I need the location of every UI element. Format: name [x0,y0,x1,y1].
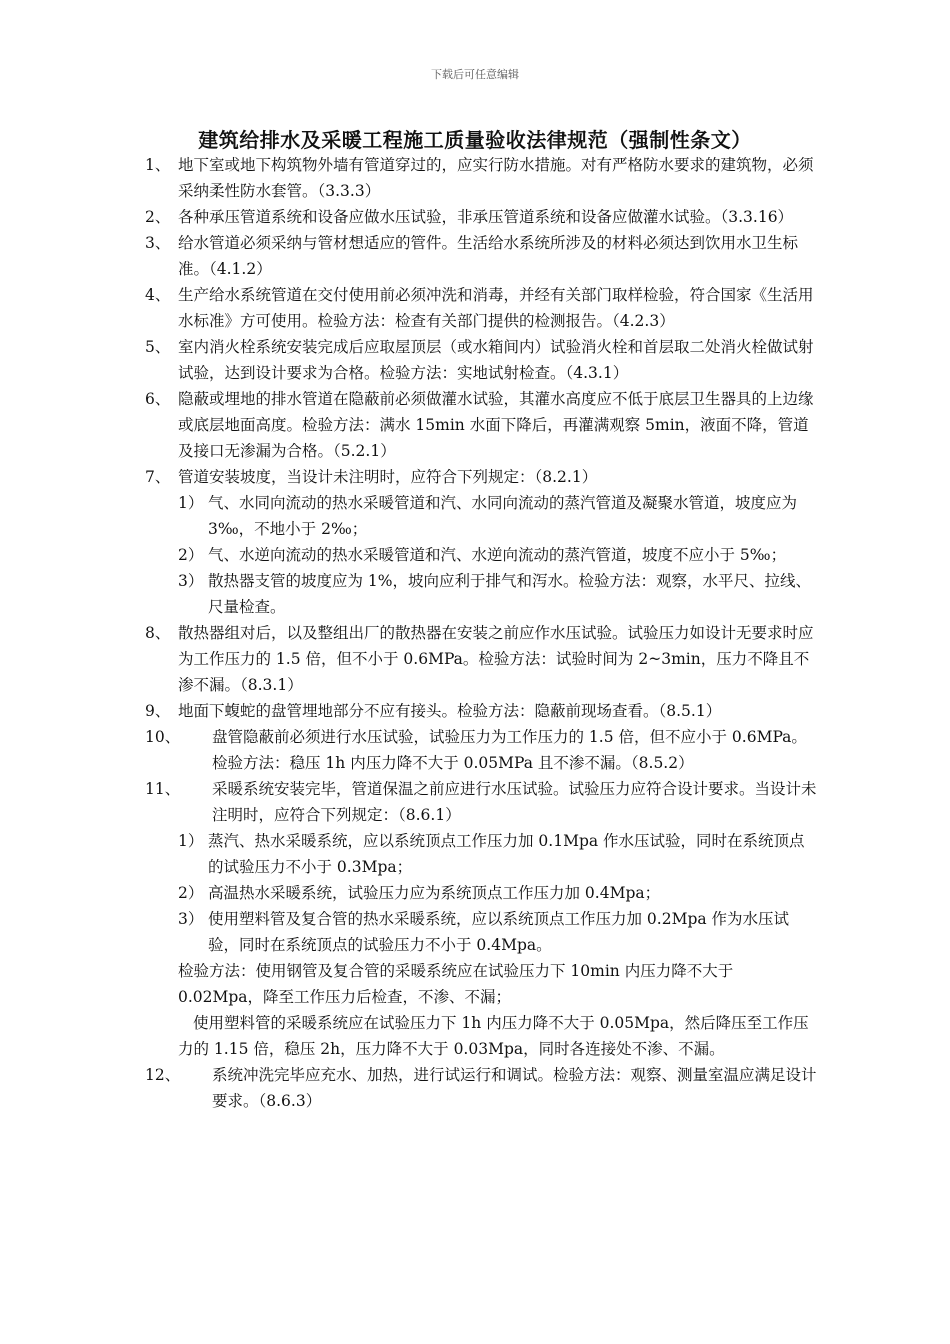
sub-item-text: 高温热水采暖系统，试验压力应为系统顶点工作压力加 0.4Mpa； [208,884,661,902]
document-body [145,152,817,1114]
sub-item [145,906,817,958]
sub-item-text: 使用塑料管及复合管的热水采暖系统，应以系统顶点工作压力加 0.2Mpa 作为水压试验，同时在系统顶点的试验压力不小于 0.4Mpa。 [208,910,790,954]
list-item [145,230,817,282]
item-number: 10、 [145,728,181,746]
item-text: 室内消火栓系统安装完成后应取屋顶层（或水箱间内）试验消火栓和首层取二处消火栓做试射试验，达到设计要求为合格。检验方法：实地试射检查。（4.3.1） [178,338,814,382]
item-text: 生产给水系统管道在交付使用前必须冲洗和消毒，并经有关部门取样检验，符合国家《生活用水标准》方可使用。检验方法：检查有关部门提供的检测报告。（4.2.3） [178,286,814,330]
list-item [145,282,817,334]
item-text: 各种承压管道系统和设备应做水压试验，非承压管道系统和设备应做灌水试验。（3.3.16） [178,208,794,226]
item-text: 地面下蝮蛇的盘管埋地部分不应有接头。检验方法：隐蔽前现场查看。（8.5.1） [178,702,722,720]
item-text: 盘管隐蔽前必须进行水压试验，试验压力为工作压力的 1.5 倍，但不应小于 0.6MPa。检验方法：稳压 1h 内压力降不大于 0.05MPa 且不渗不漏。（8.5.2） [212,728,807,772]
sub-item [145,568,817,620]
item-number: 11、 [145,780,181,798]
item-number: 12、 [145,1066,181,1084]
list-item [145,334,817,386]
item-text: 散热器组对后，以及整组出厂的散热器在安装之前应作水压试验。试验压力如设计无要求时应为工作压力的 1.5 倍，但不小于 0.6MPa。检验方法：试验时间为 2~3min，压力不降且不渗不漏。（8.3.1） [178,624,814,694]
list-item [145,724,817,776]
list-item [145,464,817,490]
item-text: 给水管道必须采纳与管材想适应的管件。生活给水系统所涉及的材料必须达到饮用水卫生标准。（4.1.2） [178,234,799,278]
sub-item [145,828,817,880]
sub-item [145,490,817,542]
inspection-method-steel: 检验方法：使用钢管及复合管的采暖系统应在试验压力下 10min 内压力降不大于 0.02Mpa，降至工作压力后检查，不渗、不漏； [178,962,734,1006]
item-number: 6、 [145,390,171,408]
item-number: 7、 [145,468,171,486]
sub-item-number: 3） [178,572,204,590]
item-number: 8、 [145,624,171,642]
sub-item-text: 气、水同向流动的热水采暖管道和汽、水同向流动的蒸汽管道及凝聚水管道，坡度应为 3‰，不地小于 2‰； [208,494,798,538]
item-number: 9、 [145,702,171,720]
document-title: 建筑给排水及采暖工程施工质量验收法律规范（强制性条文） [198,128,752,152]
list-item [145,1062,817,1114]
inspection-method-plastic: 使用塑料管的采暖系统应在试验压力下 1h 内压力降不大于 0.05Mpa，然后降压至工作压力的 1.15 倍，稳压 2h，压力降不大于 0.03Mpa，同时各连接处不渗、不漏。 [178,1014,809,1058]
item-number: 3、 [145,234,171,252]
sub-item-number: 2） [178,884,204,902]
list-item [145,620,817,698]
list-item [145,204,817,230]
sub-item-number: 3） [178,910,204,928]
list-item [145,776,817,828]
sub-item-number: 1） [178,832,204,850]
item-number: 1、 [145,156,171,174]
sub-item-number: 1） [178,494,204,512]
item-number: 4、 [145,286,171,304]
item-text: 隐蔽或埋地的排水管道在隐蔽前必须做灌水试验，其灌水高度应不低于底层卫生器具的上边缘或底层地面高度。检验方法：满水 15min 水面下降后，再灌满观察 5min，液面不降，管道及接口无渗漏为合格。（5.2.1） [178,390,814,460]
item-text: 系统冲洗完毕应充水、加热，进行试运行和调试。检验方法：观察、测量室温应满足设计要求。（8.6.3） [212,1066,817,1110]
sub-item [145,542,817,568]
item-text: 采暖系统安装完毕，管道保温之前应进行水压试验。试验压力应符合设计要求。当设计未注明时，应符合下列规定：（8.6.1） [212,780,817,824]
list-item [145,698,817,724]
item-number: 5、 [145,338,171,356]
list-item [145,386,817,464]
sub-item-text: 散热器支管的坡度应为 1%，坡向应利于排气和泻水。检验方法：观察，水平尺、拉线、尺量检查。 [208,572,812,616]
sub-item-number: 2） [178,546,204,564]
sub-item [145,880,817,906]
sub-item-text: 气、水逆向流动的热水采暖管道和汽、水逆向流动的蒸汽管道，坡度不应小于 5‰； [208,546,787,564]
sub-item-text: 蒸汽、热水采暖系统，应以系统顶点工作压力加 0.1Mpa 作水压试验，同时在系统顶点的试验压力不小于 0.3Mpa； [208,832,805,876]
item-text: 地下室或地下构筑物外墙有管道穿过的，应实行防水措施。对有严格防水要求的建筑物，必须采纳柔性防水套管。（3.3.3） [178,156,814,200]
page-header: 下载后可任意编辑 [431,68,519,81]
item-text: 管道安装坡度，当设计未注明时，应符合下列规定：（8.2.1） [178,468,598,486]
item-number: 2、 [145,208,171,226]
list-item [145,152,817,204]
